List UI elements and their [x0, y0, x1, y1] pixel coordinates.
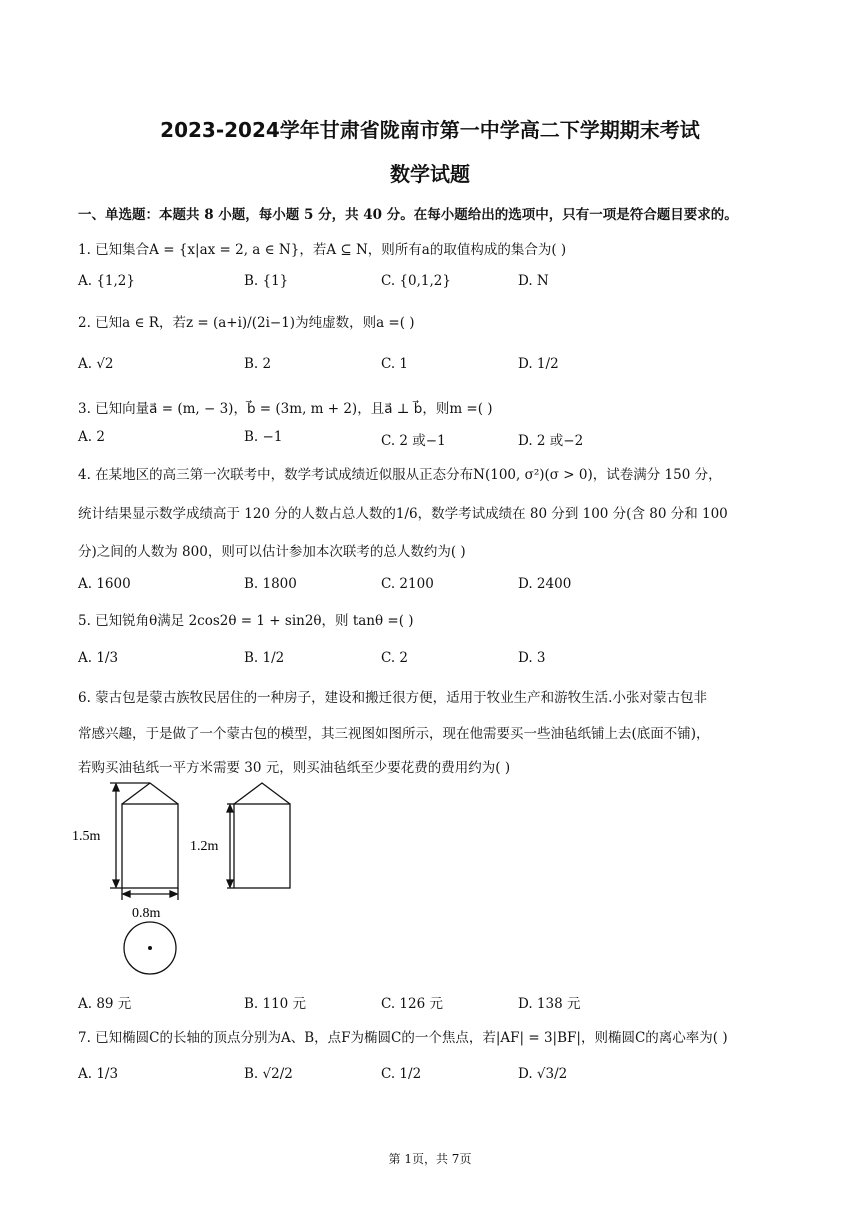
side-view-roof [234, 783, 290, 804]
question-2-option-d: D. 1/2 [518, 356, 559, 372]
question-1-option-d: D. N [518, 273, 549, 289]
question-4-option-b: B. 1800 [244, 576, 297, 592]
question-1-option-c: C. {0,1,2} [381, 273, 451, 289]
section-heading: 一、单选题：本题共 8 小题，每小题 5 分，共 40 分。在每小题给出的选项中，只有一项是符合题目要求的。 [78, 207, 738, 223]
question-2-option-b: B. 2 [244, 356, 272, 372]
question-4-option-d: D. 2400 [518, 576, 572, 592]
front-view-body [122, 804, 178, 888]
question-7-option-a: A. 1/3 [78, 1066, 119, 1082]
front-height-arrow-bottom [113, 880, 119, 887]
question-6-stem-line-3: 若购买油毡纸一平方米需要 30 元，则买油毡纸至少要花费的费用约为( ) [78, 760, 511, 776]
question-7-option-c: C. 1/2 [381, 1066, 422, 1082]
question-3-option-d: D. 2 或−2 [518, 433, 584, 449]
question-7-option-d: D. √3/2 [518, 1066, 568, 1082]
question-4-stem-line-3: 分)之间的人数为 800，则可以估计参加本次联考的总人数约为( ) [78, 544, 466, 560]
question-4-stem-line-2: 统计结果显示数学成绩高于 120 分的人数占总人数的1/6，数学考试成绩在 80 分到 100 分(含 80 分和 100 [78, 506, 728, 522]
side-height-arrow-top [227, 805, 233, 812]
question-2-option-a: A. √2 [78, 356, 114, 372]
question-6-option-a: A. 89 元 [78, 996, 132, 1012]
question-6-stem-line-2: 常感兴趣，于是做了一个蒙古包的模型，其三视图如图所示，现在他需要买一些油毡纸铺上去(底面不铺)， [78, 726, 710, 742]
front-view-roof [122, 783, 178, 804]
question-1-stem: 1. 已知集合A = {x|ax = 2, a ∈ N}，若A ⊆ N，则所有a的取值构成的集合为( ) [78, 242, 567, 258]
question-3-option-c: C. 2 或−1 [381, 433, 446, 449]
question-3-option-b: B. −1 [244, 429, 283, 445]
question-3-stem: 3. 已知向量a⃗ = (m, − 3)，b⃗ = (3m, m + 2)，且a⃗ ⊥ b⃗，则m =( ) [78, 401, 493, 417]
question-6-option-b: B. 110 元 [244, 996, 307, 1012]
three-view-figure [70, 780, 330, 990]
exam-subtitle: 数学试题 [390, 162, 470, 186]
question-6-option-d: D. 138 元 [518, 996, 581, 1012]
question-4-stem-line-1: 4. 在某地区的高三第一次联考中，数学考试成绩近似服从正态分布N(100, σ²)(σ > 0)，试卷满分 150 分， [78, 467, 722, 483]
question-2-stem: 2. 已知a ∈ R，若z = (a+i)/(2i−1)为纯虚数，则a =( ) [78, 315, 415, 331]
top-view-center-dot [148, 946, 152, 950]
question-4-option-a: A. 1600 [78, 576, 131, 592]
question-7-option-b: B. √2/2 [244, 1066, 293, 1082]
question-6-stem-line-1: 6. 蒙古包是蒙古族牧民居住的一种房子，建设和搬迁很方便，适用于牧业生产和游牧生活.小张对蒙古包非 [78, 690, 707, 706]
width-arrow-left [123, 891, 130, 897]
question-3-option-a: A. 2 [78, 429, 105, 445]
question-5-option-d: D. 3 [518, 650, 546, 666]
page-footer: 第 1页，共 7页 [388, 1152, 472, 1166]
exam-title: 2023-2024学年甘肃省陇南市第一中学高二下学期期末考试 [160, 118, 700, 142]
side-height-arrow-bottom [227, 880, 233, 887]
question-4-option-c: C. 2100 [381, 576, 434, 592]
side-view-body [234, 804, 290, 888]
question-1-option-b: B. {1} [244, 273, 289, 289]
question-1-option-a: A. {1,2} [78, 273, 135, 289]
question-7-stem: 7. 已知椭圆C的长轴的顶点分别为A、B，点F为椭圆C的一个焦点，若|AF| = 3|BF|，则椭圆C的离心率为( ) [78, 1030, 728, 1046]
question-5-option-a: A. 1/3 [78, 650, 119, 666]
question-5-option-c: C. 2 [381, 650, 409, 666]
question-5-stem: 5. 已知锐角θ满足 2cos2θ = 1 + sin2θ，则 tanθ =( ) [78, 613, 414, 629]
question-5-option-b: B. 1/2 [244, 650, 285, 666]
question-6-option-c: C. 126 元 [381, 996, 443, 1012]
question-2-option-c: C. 1 [381, 356, 409, 372]
width-label: 0.8m [132, 906, 161, 921]
front-height-label: 1.5m [72, 829, 101, 844]
width-arrow-right [170, 891, 177, 897]
side-height-label: 1.2m [190, 839, 219, 854]
front-height-arrow-top [113, 784, 119, 791]
